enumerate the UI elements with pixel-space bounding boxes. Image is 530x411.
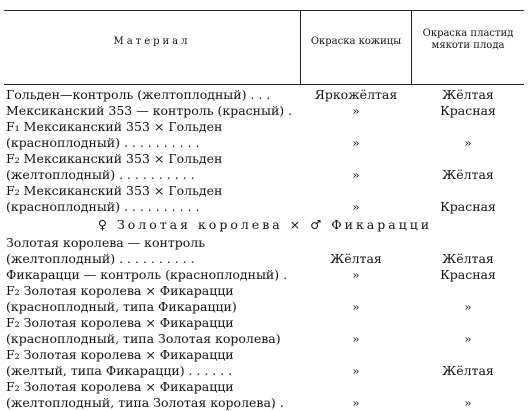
table-row bbox=[0, 119, 530, 151]
material-name-line: (красноплодный) . . . . . . . . . . bbox=[6, 199, 200, 214]
material-name-line: F₂ Мексиканский 353 × Гольден bbox=[6, 183, 223, 198]
table-row bbox=[0, 283, 530, 315]
skin-color-cell: » bbox=[352, 267, 360, 282]
material-name-line: (желтоплодный) . . . . . . . . . . bbox=[6, 251, 195, 266]
group-heading-text: ♀ Золотая королева × ♂ Фикарацци bbox=[97, 217, 433, 232]
pulp-color-cell: » bbox=[464, 331, 472, 346]
pulp-color-cell: » bbox=[464, 299, 472, 314]
header-pulp-color: Окраска пластид мякоти плода bbox=[422, 28, 514, 51]
material-name bbox=[6, 103, 296, 119]
pulp-color-cell: Красная bbox=[440, 267, 496, 282]
table-row bbox=[0, 103, 530, 119]
table-row bbox=[0, 183, 530, 215]
material-name-line: (красноплодный, типа Фикарацци) bbox=[6, 299, 237, 314]
material-name-line: (желтоплодный, типа Золотая королева) . bbox=[6, 395, 284, 410]
material-name bbox=[6, 119, 296, 151]
skin-color-cell: » bbox=[352, 167, 360, 182]
table-row bbox=[0, 347, 530, 379]
pulp-color-cell: Жёлтая bbox=[442, 167, 494, 182]
header-bottom-rule bbox=[4, 84, 524, 85]
skin-color-cell: » bbox=[352, 363, 360, 378]
material-name-line: F₂ Золотая королева × Фикарацци bbox=[6, 283, 234, 298]
skin-color-cell: » bbox=[352, 299, 360, 314]
pulp-color-cell: Красная bbox=[440, 103, 496, 118]
skin-color-cell: » bbox=[352, 199, 360, 214]
header-material: Материал bbox=[113, 36, 191, 47]
table-row bbox=[0, 235, 530, 267]
table-row bbox=[0, 87, 530, 103]
table-row bbox=[0, 267, 530, 283]
material-name-line: F₂ Золотая королева × Фикарацци bbox=[6, 379, 234, 394]
skin-color-cell: » bbox=[352, 103, 360, 118]
material-name-line: Фикарацци — контроль (красноплодный) . bbox=[6, 267, 288, 282]
pulp-color-cell: » bbox=[464, 395, 472, 410]
skin-color-cell: Жёлтая bbox=[330, 251, 382, 266]
table-row bbox=[0, 151, 530, 183]
material-name-line: F₂ Мексиканский 353 × Гольден bbox=[6, 151, 223, 166]
material-name-line: Гольден—контроль (желтоплодный) . . . bbox=[6, 87, 271, 102]
header-skin-color: Окраска кожицы bbox=[310, 36, 402, 47]
table-top-rule bbox=[4, 10, 524, 11]
table-body bbox=[0, 87, 530, 411]
material-name bbox=[6, 87, 296, 103]
pulp-color-cell: Красная bbox=[440, 199, 496, 214]
material-name bbox=[6, 315, 296, 347]
material-name bbox=[6, 151, 296, 183]
skin-color-cell: » bbox=[352, 395, 360, 410]
group-heading bbox=[0, 215, 530, 235]
material-name bbox=[6, 267, 296, 283]
table-row bbox=[0, 379, 530, 411]
material-name bbox=[6, 379, 296, 411]
pulp-color-cell: Жёлтая bbox=[442, 87, 494, 102]
material-name-line: F₂ Золотая королева × Фикарацци bbox=[6, 315, 234, 330]
material-name-line: (красноплодный) . . . . . . . . . . bbox=[6, 135, 200, 150]
pulp-color-cell: Жёлтая bbox=[442, 251, 494, 266]
pulp-color-cell: » bbox=[464, 135, 472, 150]
table-row bbox=[0, 315, 530, 347]
material-name bbox=[6, 283, 296, 315]
material-name-line: F₁ Мексиканский 353 × Гольден bbox=[6, 119, 223, 134]
material-name-line: (желтый, типа Фикарацци) . . . . . . bbox=[6, 363, 233, 378]
material-name bbox=[6, 347, 296, 379]
material-name bbox=[6, 235, 296, 267]
pulp-color-cell: Жёлтая bbox=[442, 363, 494, 378]
material-name-line: Золотая королева — контроль bbox=[6, 235, 206, 250]
material-name-line: (красноплодный, типа Золотая королева) bbox=[6, 331, 281, 346]
material-name-line: (желтоплодный) . . . . . . . . . . bbox=[6, 167, 195, 182]
skin-color-cell: » bbox=[352, 331, 360, 346]
skin-color-cell: Яркожёлтая bbox=[314, 87, 398, 102]
skin-color-cell: » bbox=[352, 135, 360, 150]
material-name-line: Мексиканский 353 — контроль (красный) . bbox=[6, 103, 293, 118]
material-name-line: F₂ Золотая королева × Фикарацци bbox=[6, 347, 234, 362]
material-name bbox=[6, 183, 296, 215]
